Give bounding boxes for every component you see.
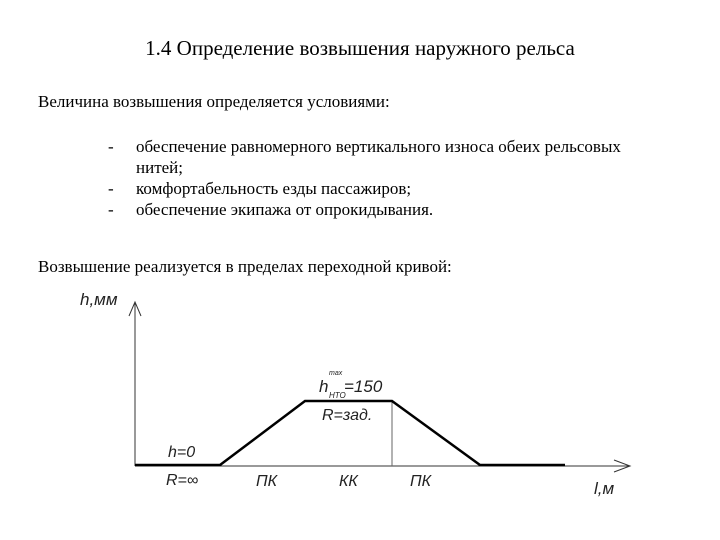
intro-text: Величина возвышения определяется условиями: (38, 92, 390, 111)
h-max-superscript: max (329, 370, 343, 377)
h-max-label: h (319, 377, 329, 396)
outro-text: Возвышение реализуется в пределах переходной кривой: (38, 257, 452, 276)
pk-start-label: ПК (256, 473, 278, 490)
list-dash: - (108, 137, 114, 156)
list-dash: - (108, 179, 114, 198)
page-title: 1.4 Определение возвышения наружного рельса (145, 36, 575, 60)
r-infinity-label: R=∞ (166, 472, 199, 489)
h-zero-label: h=0 (168, 444, 196, 461)
x-axis-label: l,м (594, 479, 615, 498)
list-item-text: комфортабельность езды пассажиров; (136, 179, 412, 198)
h-max-value: =150 (344, 377, 383, 396)
r-given-label: R=зад. (322, 407, 373, 424)
y-axis-label: h,мм (80, 290, 118, 309)
list-item-text: обеспечение экипажа от опрокидывания. (136, 200, 434, 219)
kk-label: КК (339, 473, 358, 490)
list-dash: - (108, 200, 114, 219)
pk-end-label: ПК (410, 473, 432, 490)
list-item-text: обеспечение равномерного вертикального износа обеих рельсовых нитей; (136, 137, 621, 177)
h-max-subscript: НТО (329, 391, 346, 400)
